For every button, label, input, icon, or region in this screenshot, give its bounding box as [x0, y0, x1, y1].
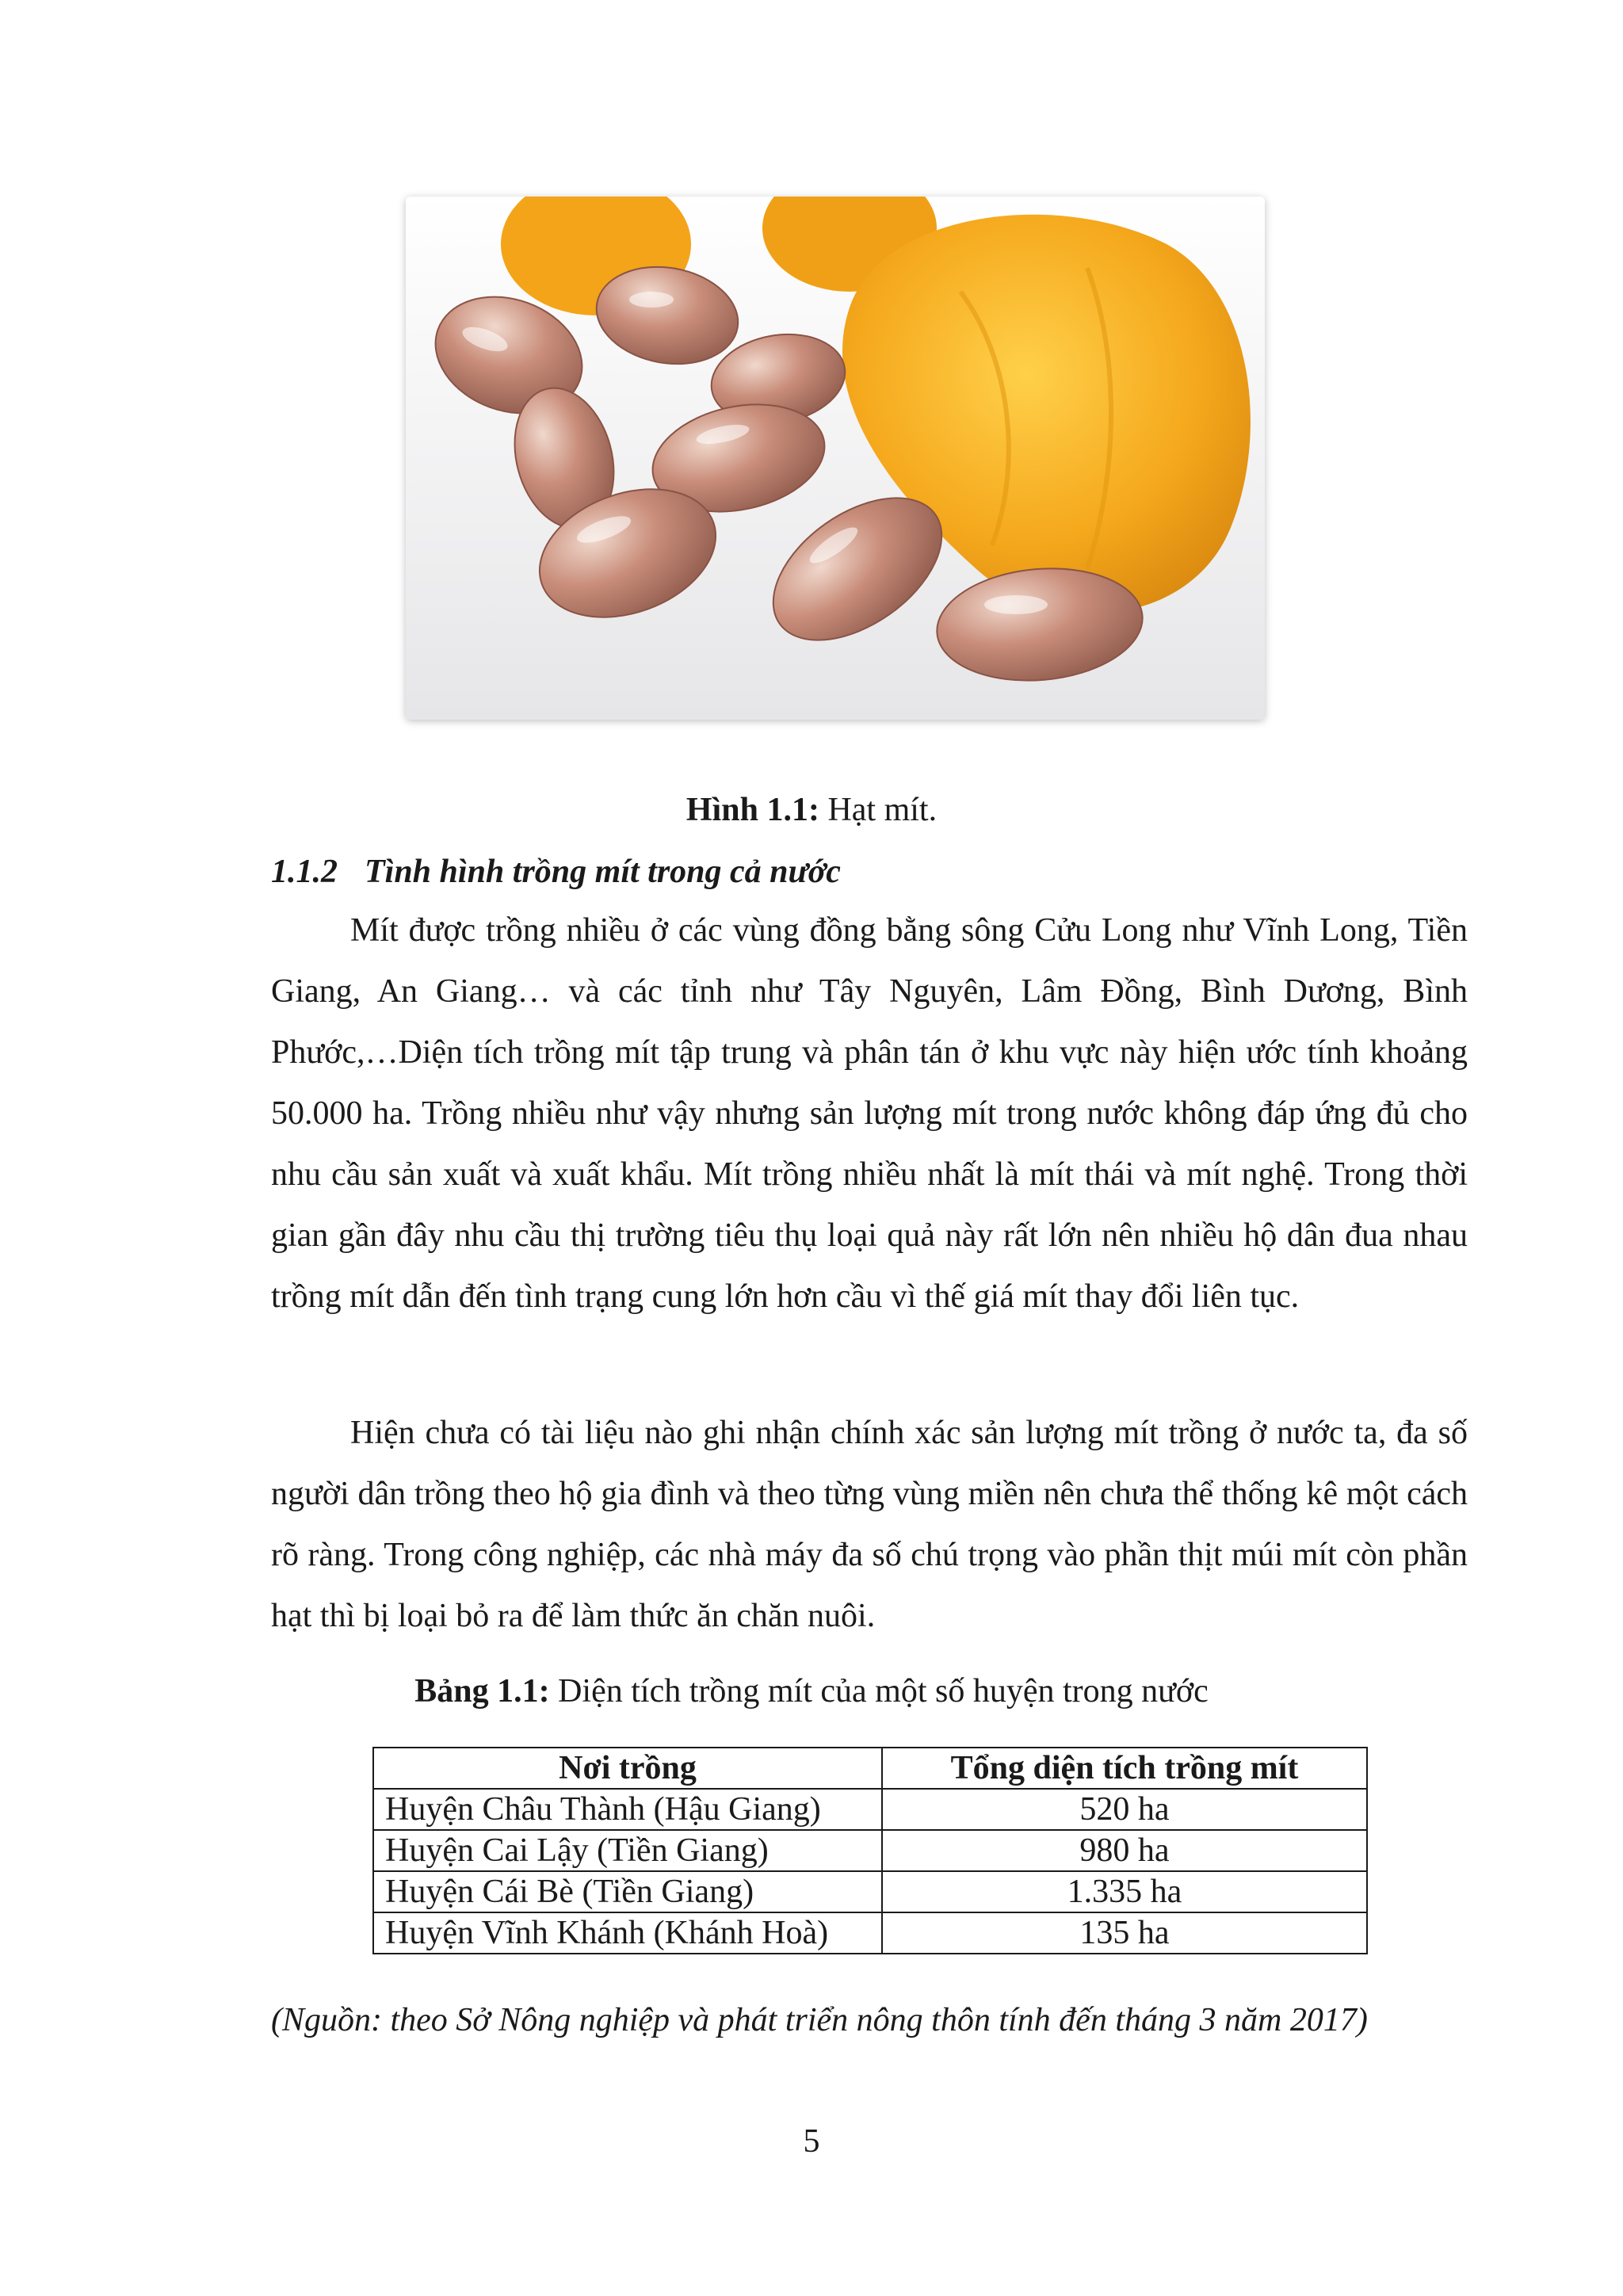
table-caption-text: Diện tích trồng mít của một số huyện trong nước — [549, 1673, 1209, 1710]
jackfruit-seeds-illustration — [406, 197, 1265, 720]
location-cell: Huyện Cai Lậy (Tiền Giang) — [373, 1830, 882, 1871]
jackfruit-seeds-photo — [406, 197, 1265, 720]
section-number: 1.1.2 — [271, 854, 338, 890]
area-cell: 135 ha — [882, 1912, 1367, 1954]
paragraph-2: Hiện chưa có tài liệu nào ghi nhận chính xác sản lượng mít trồng ở nước ta, đa số người dân trồng theo hộ gia đình và theo từng vùng miền nên chưa thể thống kê một cách rõ ràng. Trong công nghiệp, các nhà máy đa số chú trọng vào phần thịt múi mít còn phần hạt thì bị loại bỏ ra để làm thức ăn chăn nuôi. — [271, 1415, 1468, 1634]
location-cell: Huyện Châu Thành (Hậu Giang) — [373, 1789, 882, 1830]
figure-caption — [0, 789, 1623, 831]
section-heading — [271, 851, 841, 892]
table-row — [373, 1912, 1367, 1954]
table-row — [373, 1789, 1367, 1830]
column-header-area: Tổng diện tích trồng mít — [882, 1748, 1367, 1789]
paragraph-1: Mít được trồng nhiều ở các vùng đồng bằng sông Cửu Long như Vĩnh Long, Tiền Giang, An Giang… và các tỉnh như Tây Nguyên, Lâm Đồng, Bình Dương, Bình Phước,…Diện tích trồng mít tập trung và phân tán ở khu vực này hiện ước tính khoảng 50.000 ha. Trồng nhiều như vậy nhưng sản lượng mít trong nước không đáp ứng đủ cho nhu cầu sản xuất và xuất khẩu. Mít trồng nhiều nhất là mít thái và mít nghệ. Trong thời gian gần đây nhu cầu thị trường tiêu thụ loại quả này rất lớn nên nhiều hộ dân đua nhau trồng mít dẫn đến tình trạng cung lớn hơn cầu vì thế giá mít thay đổi liên tục. — [271, 912, 1468, 1315]
figure-caption-text: Hạt mít. — [819, 792, 938, 828]
section-title: Tình hình trồng mít trong cả nước — [365, 854, 841, 890]
page-number: 5 — [803, 2123, 820, 2160]
table-source-note: (Nguồn: theo Sở Nông nghiệp và phát triển nông thôn tính đến tháng 3 năm 2017) — [271, 2002, 1368, 2038]
table-header-row — [373, 1748, 1367, 1789]
table-caption-label: Bảng 1.1: — [414, 1673, 550, 1710]
table-row — [373, 1871, 1367, 1912]
area-cell: 520 ha — [882, 1789, 1367, 1830]
table-caption — [0, 1671, 1623, 1712]
location-cell: Huyện Vĩnh Khánh (Khánh Hoà) — [373, 1912, 882, 1954]
table-row — [373, 1830, 1367, 1871]
area-cell: 1.335 ha — [882, 1871, 1367, 1912]
figure-caption-label: Hình 1.1: — [685, 792, 819, 828]
planting-area-table — [372, 1747, 1368, 1954]
area-cell: 980 ha — [882, 1830, 1367, 1871]
location-cell: Huyện Cái Bè (Tiền Giang) — [373, 1871, 882, 1912]
column-header-location: Nơi trồng — [373, 1748, 882, 1789]
